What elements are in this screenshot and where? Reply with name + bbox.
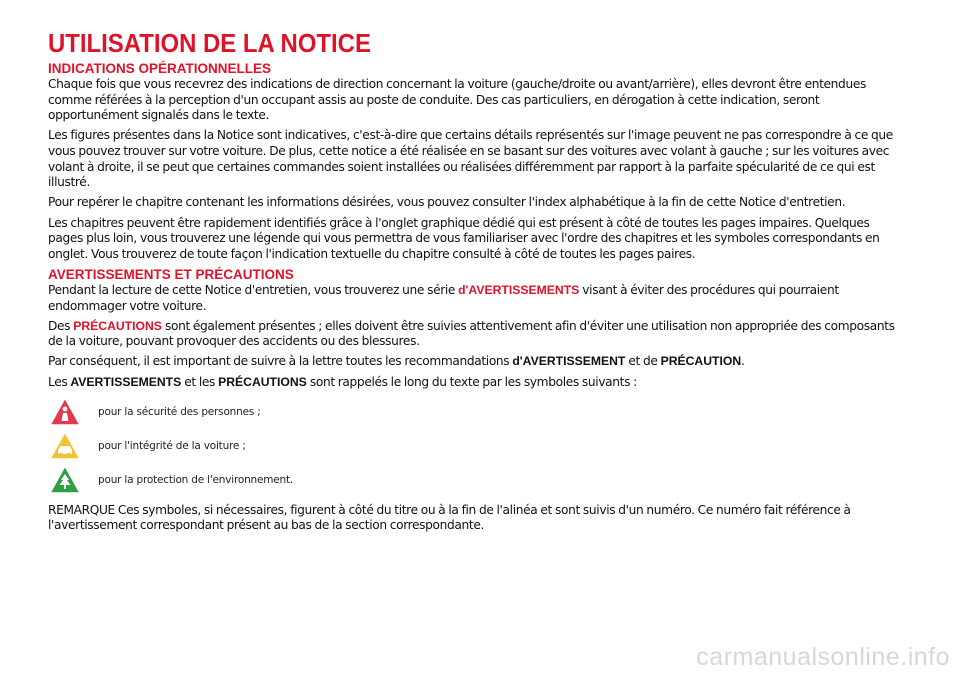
- manual-page: [48, 29, 898, 539]
- keyword-avertissements-2: AVERTISSEMENTS: [70, 374, 182, 389]
- paragraph-index: Pour repérer le chapitre contenant les informations désirées, vous pouvez consulter l'index alphabétique à la fin de cette Notice d'entretien.: [48, 195, 846, 210]
- car-warning-icon: [48, 430, 82, 462]
- keyword-avertissement: d'AVERTISSEMENT: [512, 354, 626, 369]
- keyword-avertissements: d'AVERTISSEMENTS: [458, 282, 580, 297]
- paragraph-figures: Les figures présentes dans la Notice sont indicatives, c'est-à-dire que certains détails représentés sur l'image peuvent ne pas correspondre à ce que vous pouvez trouver sur votre voiture. De plus, cette notice a été réalisée en se basant sur des voitures avec volant à gauche ; sur les voitures avec volant à droite, il se peut que certaines commandes soient installées ou réalisées différemment par rapport à la parfaite spécularité de ce qui est illustré.: [48, 128, 893, 190]
- section-heading-operational: INDICATIONS OPÉRATIONNELLES: [48, 61, 272, 76]
- symbol-label-car: pour l'intégrité de la voiture ;: [98, 439, 246, 452]
- keyword-precautions: PRÉCAUTIONS: [73, 318, 162, 333]
- environment-warning-icon: [48, 464, 82, 496]
- symbol-label-environment: pour la protection de l'environnement.: [98, 473, 294, 486]
- page-title: UTILISATION DE LA NOTICE: [48, 28, 371, 58]
- section-heading-warnings: AVERTISSEMENTS ET PRÉCAUTIONS: [48, 266, 294, 282]
- symbols-list: [48, 395, 898, 497]
- symbol-row-environment: [48, 463, 898, 497]
- symbol-row-person: [48, 395, 898, 429]
- symbol-row-car: [48, 429, 898, 463]
- keyword-precautions-2: PRÉCAUTIONS: [218, 374, 307, 389]
- paragraph-warnings-intro: Pendant la lecture de cette Notice d'entretien, vous trouverez une série d'AVERTISSEMENTS visant à éviter des procédures qui pourraient endommager votre voiture.: [48, 282, 839, 313]
- watermark: carmanualsonline.info: [696, 643, 950, 671]
- paragraph-precautions: Des PRÉCAUTIONS sont également présentes ; elles doivent être suivies attentivement afin d'éviter une utilisation non appropriée des composants de la voiture, pouvant provoquer des accidents ou des blessures.: [48, 318, 895, 349]
- symbol-label-person: pour la sécurité des personnes ;: [98, 405, 261, 418]
- paragraph-symbols-intro: Les AVERTISSEMENTS et les PRÉCAUTIONS sont rappelés le long du texte par les symboles suivants :: [48, 374, 637, 389]
- keyword-precaution: PRÉCAUTION: [660, 354, 742, 369]
- paragraph-remark: REMARQUE Ces symboles, si nécessaires, figurent à côté du titre ou à la fin de l'alinéa et sont suivis d'un numéro. Ce numéro fait référence à l'avertissement correspondant présent au bas de la section correspondante.: [48, 502, 851, 533]
- paragraph-directions: Chaque fois que vous recevrez des indications de direction concernant la voiture (gauche/droite ou avant/arrière), elles devront être entendues comme référées à la perception d'un occupant assis au poste de conduite. Des cas particuliers, en dérogation à cette indication, seront opportunément signalés dans le texte.: [48, 77, 866, 123]
- person-warning-icon: [48, 396, 82, 428]
- paragraph-chapters: Les chapitres peuvent être rapidement identifiés grâce à l'onglet graphique dédié qui est présent à côté de toutes les pages impaires. Quelques pages plus loin, vous trouverez une légende qui vous permettra de vous familiariser avec l'ordre des chapitres et les symboles correspondants en onglet. Vous trouverez de toute façon l'indication textuelle du chapitre consulté à côté de toutes les pages paires.: [48, 215, 880, 261]
- paragraph-follow-recommendations: Par conséquent, il est important de suivre à la lettre toutes les recommandations d'AVERTISSEMENT et de PRÉCAUTION.: [48, 354, 745, 369]
